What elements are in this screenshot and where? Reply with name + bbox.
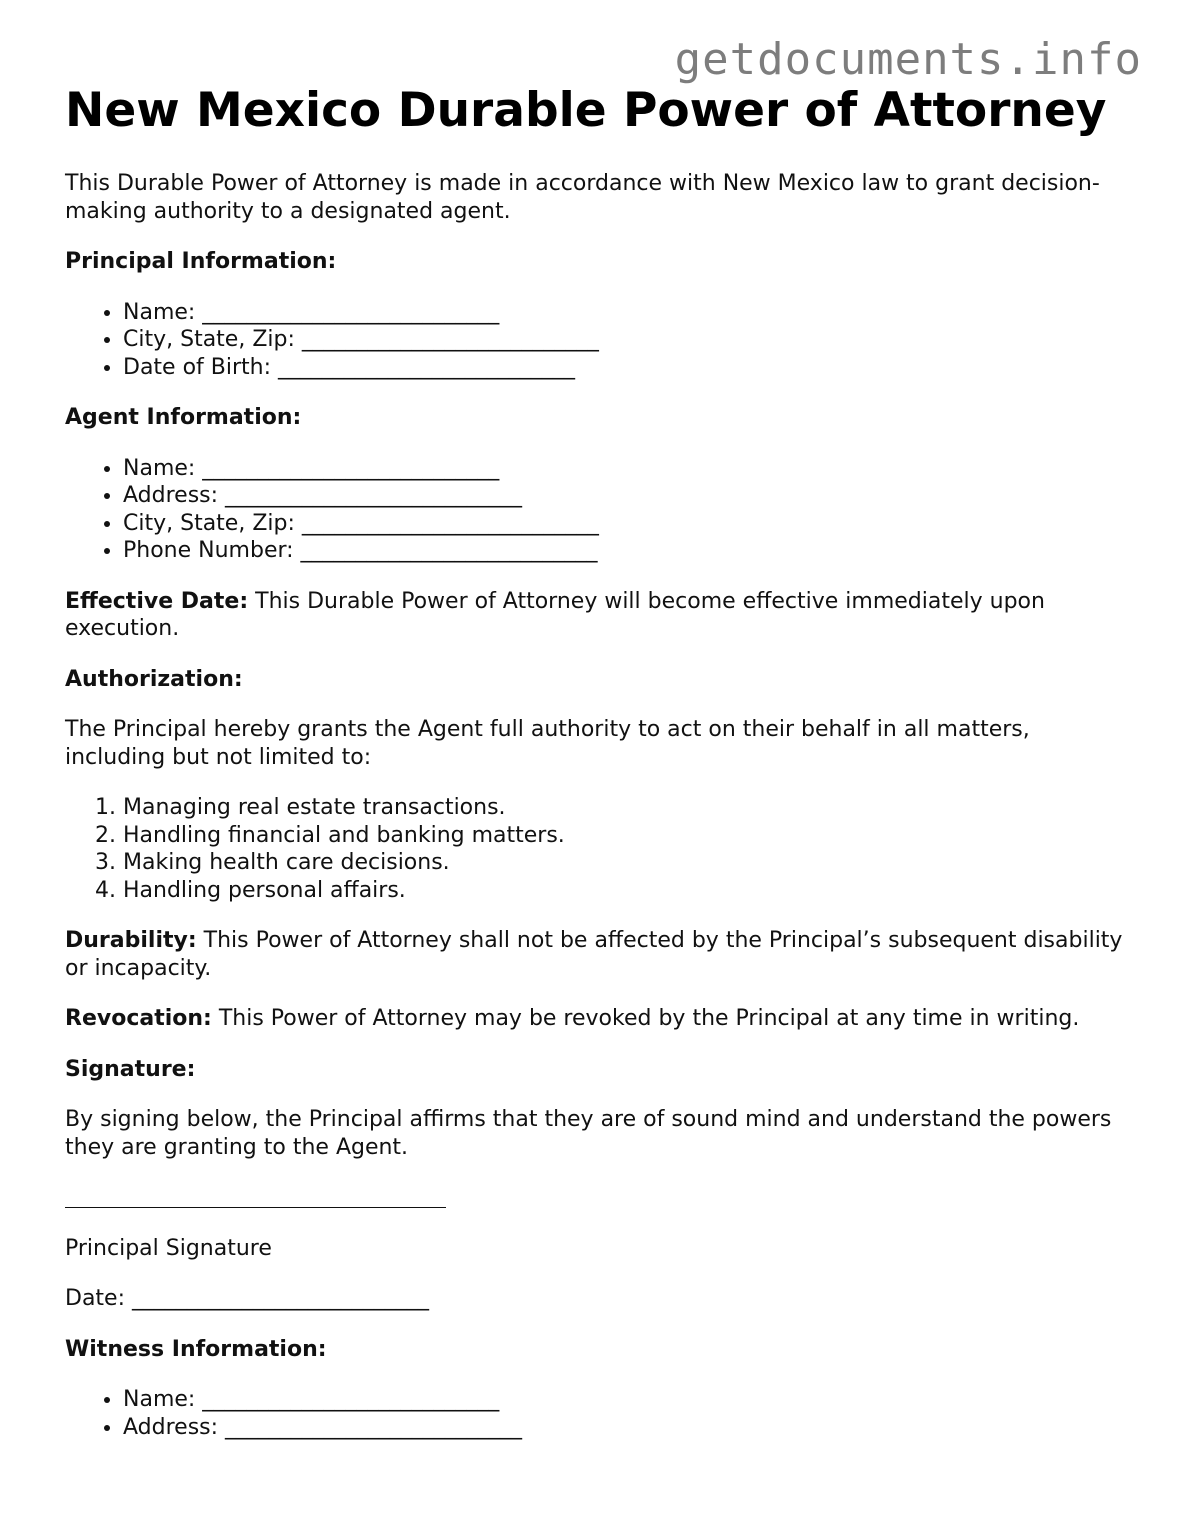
authorization-item: 2. Handling financial and banking matters. xyxy=(123,822,1125,850)
authorization-item: 3. Making health care decisions. xyxy=(123,849,1125,877)
agent-heading: Agent Information: xyxy=(65,405,302,430)
witness-heading: Witness Information: xyxy=(65,1336,327,1362)
revocation-label: Revocation: xyxy=(65,1006,212,1031)
witness-list xyxy=(65,1386,1125,1441)
revocation-paragraph xyxy=(65,1005,1125,1033)
durability-text: This Power of Attorney shall not be affected by the Principal’s subsequent disability or incapacity. xyxy=(65,928,1123,981)
effective-date-text: This Durable Power of Attorney will become effective immediately upon execution. xyxy=(65,588,1045,641)
effective-date-label: Effective Date: xyxy=(65,588,249,614)
signature-heading: Signature: xyxy=(65,1056,196,1082)
signature-paragraph: By signing below, the Principal affirms that they are of sound mind and understand the powers they are granting to the Agent. xyxy=(65,1107,1112,1160)
authorization-paragraph: The Principal hereby grants the Agent full authority to act on their behalf in all matters, including but not limited to: xyxy=(65,717,1030,770)
authorization-item: 4. Handling personal affairs. xyxy=(123,877,1125,905)
document-page xyxy=(65,82,1125,1441)
principal-date-of-birth-field[interactable]: • Date of Birth: ___________________________ xyxy=(123,354,1125,382)
witness-name-field[interactable]: • Name: ___________________________ xyxy=(123,1386,1125,1414)
agent-name-field[interactable]: • Name: ___________________________ xyxy=(123,455,1125,483)
durability-paragraph xyxy=(65,927,1125,982)
effective-date-paragraph xyxy=(65,588,1125,643)
principal-signature-field[interactable] xyxy=(65,1184,1125,1212)
authorization-list xyxy=(65,794,1125,904)
signature-date-field[interactable]: Date: ___________________________ xyxy=(65,1286,429,1311)
page-title: New Mexico Durable Power of Attorney xyxy=(65,83,1107,138)
principal-list xyxy=(65,299,1125,382)
intro-paragraph: This Durable Power of Attorney is made in accordance with New Mexico law to grant decision-making authority to a designated agent. xyxy=(65,171,1100,224)
agent-phone-number-field[interactable]: • Phone Number: ___________________________ xyxy=(123,537,1125,565)
signature-line xyxy=(65,1207,446,1208)
witness-address-field[interactable]: • Address: ___________________________ xyxy=(123,1414,1125,1442)
agent-list xyxy=(65,455,1125,565)
authorization-heading: Authorization: xyxy=(65,666,243,692)
agent-city-state-zip-field[interactable]: • City, State, Zip: ___________________________ xyxy=(123,510,1125,538)
revocation-text: This Power of Attorney may be revoked by the Principal at any time in writing. xyxy=(211,1006,1080,1031)
authorization-item: 1. Managing real estate transactions. xyxy=(123,794,1125,822)
agent-address-field[interactable]: • Address: ___________________________ xyxy=(123,482,1125,510)
principal-signature-caption: Principal Signature xyxy=(65,1235,272,1261)
principal-heading: Principal Information: xyxy=(65,249,337,274)
watermark: getdocuments.info xyxy=(674,34,1142,85)
principal-city-state-zip-field[interactable]: • City, State, Zip: ___________________________ xyxy=(123,326,1125,354)
principal-name-field[interactable]: • Name: ___________________________ xyxy=(123,299,1125,327)
durability-label: Durability: xyxy=(65,928,197,953)
